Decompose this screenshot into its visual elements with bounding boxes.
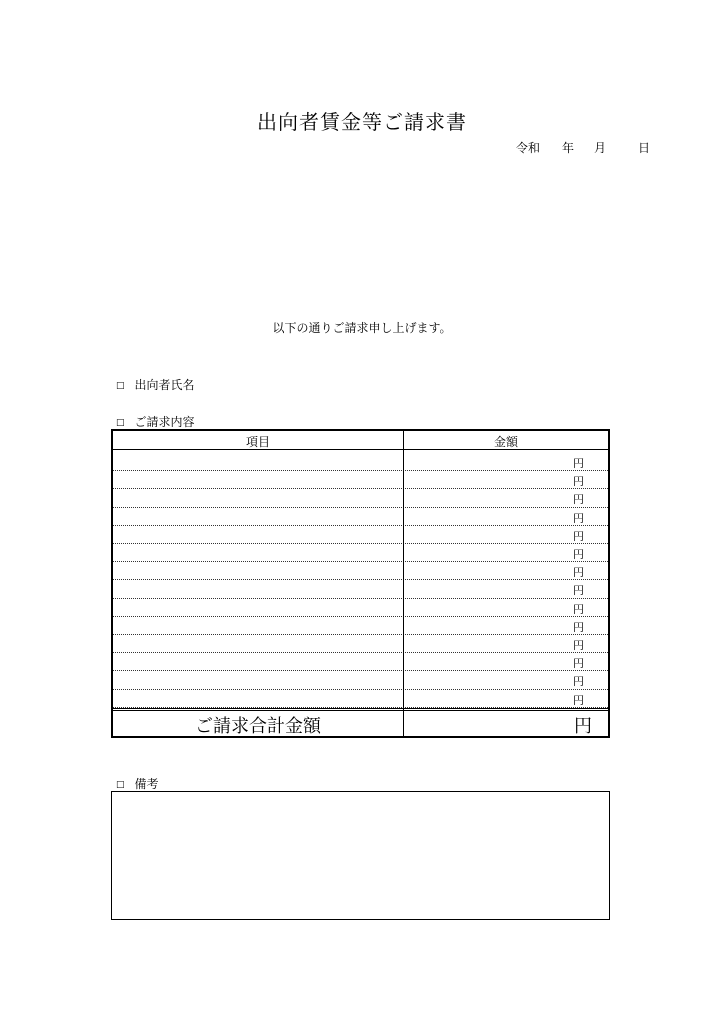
total-label: ご請求合計金額 — [195, 716, 321, 737]
invoice-table — [111, 429, 610, 738]
row-unit: 円 — [573, 511, 584, 525]
row-unit: 円 — [573, 548, 584, 561]
date-year: 年 — [562, 141, 575, 155]
header-amount: 金額 — [493, 435, 518, 449]
row-unit: 円 — [573, 693, 584, 707]
date-month: 月 — [594, 141, 607, 155]
header-item: 項目 — [245, 435, 270, 449]
table-row[interactable] — [113, 653, 608, 671]
table-row[interactable] — [113, 508, 608, 526]
date-day: 日 — [638, 141, 651, 155]
intro-text: 以下の通りご請求申し上げます。 — [272, 321, 452, 335]
table-row[interactable] — [113, 526, 608, 544]
table-row[interactable] — [113, 690, 608, 708]
table-row[interactable] — [113, 635, 608, 653]
table-header — [113, 431, 608, 450]
date-line — [516, 139, 650, 156]
row-unit: 円 — [573, 566, 584, 580]
column-divider — [403, 431, 404, 736]
table-row[interactable] — [113, 562, 608, 580]
row-unit: 円 — [573, 602, 584, 616]
table-row[interactable] — [113, 599, 608, 617]
checkbox-icon: □ — [116, 780, 125, 790]
table-row[interactable] — [113, 580, 608, 598]
date-era: 令和 — [516, 141, 541, 155]
total-unit: 円 — [574, 716, 592, 737]
remarks-box[interactable] — [111, 791, 610, 920]
table-row[interactable] — [113, 453, 608, 471]
total-row — [113, 708, 608, 736]
table-row[interactable] — [113, 671, 608, 689]
table-row[interactable] — [113, 471, 608, 489]
row-unit: 円 — [573, 493, 584, 507]
employee-name-label: 出向者氏名 — [134, 378, 195, 392]
row-unit: 円 — [573, 620, 584, 634]
content-label: ご請求内容 — [134, 415, 195, 429]
row-unit: 円 — [573, 639, 584, 652]
table-row[interactable] — [113, 617, 608, 635]
row-unit: 円 — [573, 529, 584, 543]
row-unit: 円 — [573, 457, 584, 470]
checkbox-icon: □ — [116, 381, 125, 391]
row-unit: 円 — [573, 584, 584, 598]
row-unit: 円 — [573, 675, 584, 689]
remarks-section — [116, 775, 159, 792]
table-row[interactable] — [113, 489, 608, 507]
remarks-label: 備考 — [134, 777, 159, 791]
document-title: 出向者賃金等ご請求書 — [257, 110, 467, 134]
employee-name-section — [116, 376, 195, 393]
table-row[interactable] — [113, 544, 608, 562]
row-unit: 円 — [573, 657, 584, 671]
content-section — [116, 413, 195, 430]
row-unit: 円 — [573, 475, 584, 489]
checkbox-icon: □ — [116, 418, 125, 428]
